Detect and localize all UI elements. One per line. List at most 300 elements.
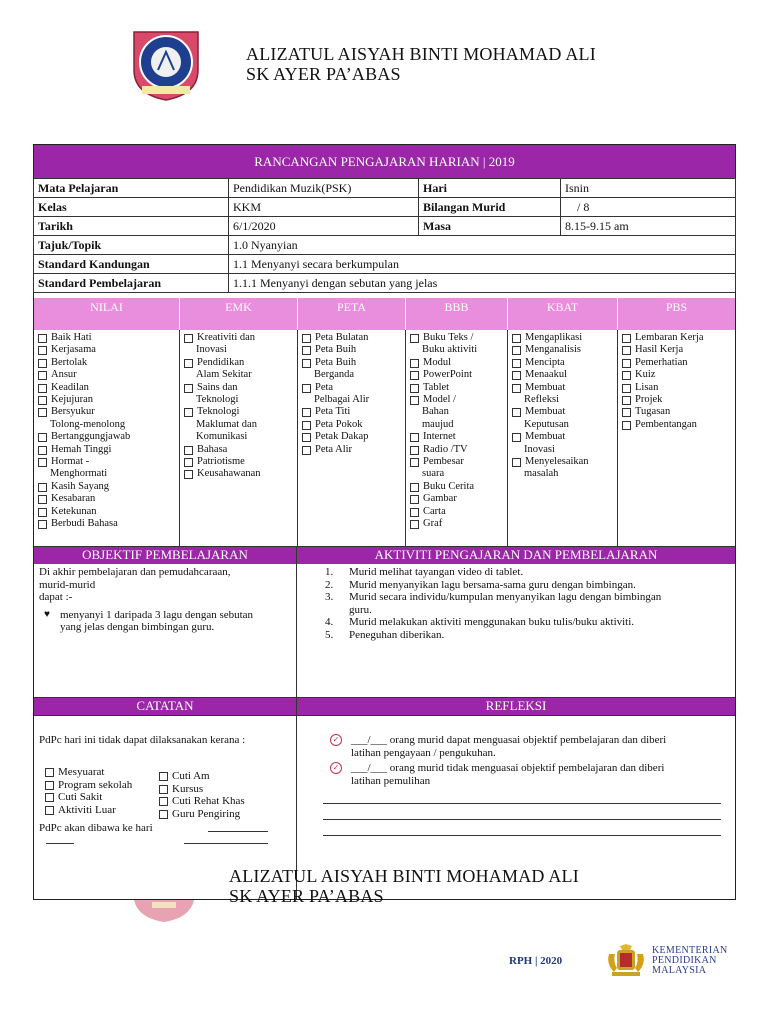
checkbox-icon[interactable] xyxy=(622,421,631,430)
aktiviti-step-number: 4. xyxy=(325,616,334,629)
checklist-item-label: Peta Buih xyxy=(315,356,357,368)
checklist-item[interactable] xyxy=(37,382,176,394)
objektif-intro-3: dapat :- xyxy=(39,591,73,604)
checklist-item[interactable] xyxy=(183,332,294,344)
aktiviti-step-number: 2. xyxy=(325,578,334,591)
checkbox-icon[interactable] xyxy=(410,359,419,368)
teacher-name: ALIZATUL AISYAH BINTI MOHAMAD ALI xyxy=(246,44,596,64)
checkbox-icon[interactable] xyxy=(410,334,419,343)
checkbox-icon[interactable] xyxy=(622,346,631,355)
divider xyxy=(34,697,735,698)
checklist-item[interactable] xyxy=(37,332,176,344)
checklist-item[interactable] xyxy=(183,357,294,369)
checklist-item-label: Kuiz xyxy=(635,369,656,381)
checklist-item[interactable] xyxy=(183,468,294,480)
bilangan-label: Bilangan Murid xyxy=(419,198,561,217)
checklist-item-label: Kesabaran xyxy=(51,493,96,505)
checklist-item[interactable] xyxy=(409,506,504,518)
checklist-item-label: Berbudi Bahasa xyxy=(51,518,118,530)
checklist-item[interactable] xyxy=(183,344,294,356)
checklist-item[interactable] xyxy=(37,518,176,530)
standard-kandungan-value: 1.1 Menyanyi secara berkumpulan xyxy=(229,255,736,274)
checkbox-icon[interactable] xyxy=(45,806,54,815)
refleksi-item-2-line-1: ___/___ orang murid tidak menguasai objektif pembelajaran dan diberi xyxy=(351,762,665,774)
objektif-content xyxy=(39,566,291,634)
checklist-item[interactable] xyxy=(37,406,176,418)
checklist-item-label: PowerPoint xyxy=(423,369,473,381)
checklist-item-label: Peta xyxy=(315,381,334,393)
checklist-item[interactable] xyxy=(409,394,504,406)
checkbox-icon[interactable] xyxy=(622,334,631,343)
checkbox-icon[interactable] xyxy=(410,371,419,380)
checklist-item-label: Bahasa xyxy=(197,443,228,455)
standard-kandungan-label: Standard Kandungan xyxy=(34,255,229,274)
checklist-item[interactable] xyxy=(183,406,294,418)
checklist-item[interactable] xyxy=(37,444,176,456)
checklist-item[interactable] xyxy=(37,344,176,356)
checklist-item-label: Lisan xyxy=(635,381,659,393)
aktiviti-step-number: 3. xyxy=(325,591,334,604)
bbb-header: BBB xyxy=(406,298,508,330)
checkbox-icon[interactable] xyxy=(38,495,47,504)
checkbox-icon[interactable] xyxy=(512,458,521,467)
nilai-header: NILAI xyxy=(34,298,180,330)
catatan-option[interactable] xyxy=(158,783,290,796)
checkbox-icon[interactable] xyxy=(184,334,193,343)
checklist-item-label: Keadilan xyxy=(51,381,89,393)
refleksi-blank-line xyxy=(323,819,721,820)
checkbox-icon[interactable] xyxy=(410,433,419,442)
catatan-reschedule: PdPc akan dibawa ke hari xyxy=(39,822,153,834)
checklist-item-label: Tolong-menolong xyxy=(50,418,126,430)
catatan-option[interactable] xyxy=(44,779,156,792)
checklist-item[interactable] xyxy=(409,382,504,394)
checkbox-icon[interactable] xyxy=(38,384,47,393)
checklist-item-label: Internet xyxy=(423,431,456,443)
checklist-item[interactable] xyxy=(183,431,294,443)
checklist-item-label: Tablet xyxy=(423,381,450,393)
checklist-item[interactable] xyxy=(409,419,504,431)
checkbox-icon[interactable] xyxy=(302,408,311,417)
tarikh-value: 6/1/2020 xyxy=(229,217,419,236)
checkbox-icon[interactable] xyxy=(45,781,54,790)
kementerian-text xyxy=(652,946,728,976)
checkbox-icon[interactable] xyxy=(159,785,168,794)
school-logo xyxy=(126,22,206,102)
checkbox-icon[interactable] xyxy=(45,768,54,777)
aktiviti-step-text: Murid melihat tayangan video di tablet. xyxy=(349,566,524,578)
reschedule-blank-line xyxy=(184,843,268,844)
teacher-header xyxy=(246,44,596,84)
checklist-item[interactable] xyxy=(409,518,504,530)
reschedule-blank-line xyxy=(208,831,268,832)
checkbox-icon[interactable] xyxy=(512,359,521,368)
objektif-intro-1: Di akhir pembelajaran dan pemudahcaraan, xyxy=(39,566,231,578)
checkbox-icon[interactable] xyxy=(302,346,311,355)
catatan-option[interactable] xyxy=(158,770,290,783)
rph-footer-label: RPH | 2020 xyxy=(509,955,563,967)
checkbox-icon[interactable] xyxy=(410,396,419,405)
catatan-option[interactable] xyxy=(44,804,156,817)
checkbox-icon[interactable] xyxy=(302,334,311,343)
checklist-item[interactable] xyxy=(183,456,294,468)
checklist-item-label: Pembentangan xyxy=(635,418,697,430)
checklist-item-label: Bertanggungjawab xyxy=(51,431,131,443)
checklist-item[interactable] xyxy=(301,369,402,381)
hari-value: Isnin xyxy=(561,179,736,198)
checklist-item[interactable] xyxy=(37,468,176,480)
checkbox-icon[interactable] xyxy=(159,810,168,819)
checkbox-icon[interactable] xyxy=(302,359,311,368)
refleksi-blank-line xyxy=(323,803,721,804)
kelas-value: KKM xyxy=(229,198,419,217)
checklist-item-label: Peta Titi xyxy=(315,406,351,418)
aktiviti-step-text: Murid menyanyikan lagu bersama-sama guru dengan bimbingan. xyxy=(349,578,636,591)
tajuk-label: Tajuk/Topik xyxy=(34,236,229,255)
reschedule-blank-line xyxy=(46,843,74,844)
checklist-item[interactable] xyxy=(183,394,294,406)
checklist-item[interactable] xyxy=(409,493,504,505)
checklist-item[interactable] xyxy=(37,431,176,443)
checklist-item[interactable] xyxy=(511,332,614,344)
checklist-item[interactable] xyxy=(511,406,614,418)
checklist-item-label: Berganda xyxy=(314,369,355,381)
pbs-column xyxy=(618,330,735,546)
checklist-item-label: Peta Buih xyxy=(315,344,357,356)
checkbox-icon[interactable] xyxy=(38,433,47,442)
mata-pelajaran-label: Mata Pelajaran xyxy=(34,179,229,198)
objektif-title: OBJEKTIF PEMBELAJARAN xyxy=(34,546,296,564)
aktiviti-step xyxy=(325,616,725,629)
refleksi-item-2-line-2: latihan pemulihan xyxy=(351,774,431,787)
checklist-item[interactable] xyxy=(301,394,402,406)
checklist-item[interactable] xyxy=(37,481,176,493)
checklist-item[interactable] xyxy=(409,468,504,480)
checklist-item-label: Keputusan xyxy=(524,418,569,430)
checklist-item-label: Radio /TV xyxy=(423,443,468,455)
checklist-item-label: Gambar xyxy=(423,493,457,505)
checklist-item-label: Menyelesaikan xyxy=(525,456,589,468)
checklist-item-label: Inovasi xyxy=(196,344,227,356)
checkbox-icon[interactable] xyxy=(622,371,631,380)
checklist-item[interactable] xyxy=(37,419,176,431)
tarikh-label: Tarikh xyxy=(34,217,229,236)
checklist-item-label: Peta Bulatan xyxy=(315,332,369,343)
checklist-item-label: Patriotisme xyxy=(197,456,245,468)
pbs-header: PBS xyxy=(665,300,688,314)
checkbox-icon[interactable] xyxy=(622,359,631,368)
checkbox-icon[interactable] xyxy=(512,346,521,355)
checklist-item[interactable] xyxy=(409,357,504,369)
catatan-option-label: Cuti Sakit xyxy=(58,791,103,804)
standard-pembelajaran-value: 1.1.1 Menyanyi dengan sebutan yang jelas xyxy=(229,274,736,293)
checkbox-icon[interactable] xyxy=(410,508,419,517)
checklist-item-label: Carta xyxy=(423,505,446,517)
checklist-item[interactable] xyxy=(183,419,294,431)
catatan-right-options xyxy=(158,770,290,820)
aktiviti-step-number: 5. xyxy=(325,628,334,641)
tajuk-value: 1.0 Nyanyian xyxy=(229,236,736,255)
checkbox-icon[interactable] xyxy=(38,483,47,492)
objektif-intro-2: murid-murid xyxy=(39,578,96,591)
checklist-item[interactable] xyxy=(621,357,732,369)
checklist-item-label: Lembaran Kerja xyxy=(635,332,704,343)
checkbox-icon[interactable] xyxy=(38,458,47,467)
banner-title: RANCANGAN PENGAJARAN HARIAN | xyxy=(254,153,486,169)
checklist-item-label: Hemah Tinggi xyxy=(51,443,112,455)
checklist-item[interactable] xyxy=(183,382,294,394)
catatan-title: CATATAN xyxy=(34,697,296,715)
checklist-item-label: Projek xyxy=(635,394,663,406)
checklist-item[interactable] xyxy=(301,406,402,418)
catatan-option-label: Cuti Rehat Khas xyxy=(172,795,245,808)
checklist-item[interactable] xyxy=(621,332,732,344)
catatan-option-label: Guru Pengiring xyxy=(172,807,241,820)
checkbox-icon[interactable] xyxy=(38,508,47,517)
checklist-item[interactable] xyxy=(301,431,402,443)
checklist-item[interactable] xyxy=(409,369,504,381)
kementerian-line-2: PENDIDIKAN xyxy=(652,955,717,966)
catatan-option[interactable] xyxy=(158,795,290,808)
checkbox-icon[interactable] xyxy=(184,470,193,479)
checklist-item-label: Model / xyxy=(423,394,456,406)
checklist-item[interactable] xyxy=(37,369,176,381)
checkbox-icon[interactable] xyxy=(302,384,311,393)
checklist-item[interactable] xyxy=(37,493,176,505)
catatan-option-label: Program sekolah xyxy=(58,778,133,791)
checklist-item[interactable] xyxy=(301,357,402,369)
checklist-item[interactable] xyxy=(409,481,504,493)
aktiviti-step-number: 1. xyxy=(325,566,334,578)
checklist-item[interactable] xyxy=(621,406,732,418)
checkbox-icon[interactable] xyxy=(512,408,521,417)
divider xyxy=(296,546,297,899)
aktiviti-step xyxy=(325,579,725,592)
checklist-item[interactable] xyxy=(511,431,614,443)
checklist-item[interactable] xyxy=(511,468,614,480)
checklist-item-label: Bahan xyxy=(422,406,449,418)
checkbox-icon[interactable] xyxy=(38,371,47,380)
checklist-item-label: Komunikasi xyxy=(196,431,248,443)
checklist-item-label: Buku Cerita xyxy=(423,480,475,492)
checklist-item[interactable] xyxy=(621,382,732,394)
checklist-item-label: Modul xyxy=(423,356,452,368)
checklist-item-label: Petak Dakap xyxy=(315,431,369,443)
objektif-point-line-1: menyanyi 1 daripada 3 lagu dengan sebutan xyxy=(60,608,254,621)
school-name: SK AYER PA’ABAS xyxy=(246,64,401,84)
heart-bullet-icon: ♥ xyxy=(44,608,50,620)
checklist-item[interactable] xyxy=(183,369,294,381)
checklist-item[interactable] xyxy=(511,382,614,394)
footer-school-name: SK AYER PA’ABAS xyxy=(229,886,384,906)
checklist-item[interactable] xyxy=(301,419,402,431)
checklist-item[interactable] xyxy=(37,456,176,468)
aktiviti-step xyxy=(325,629,725,642)
category-header-bar xyxy=(34,298,735,330)
catatan-option[interactable] xyxy=(44,791,156,804)
checklist-item[interactable] xyxy=(301,444,402,456)
objektif-point xyxy=(39,609,291,634)
aktiviti-step-text: Peneguhan diberikan. xyxy=(349,628,445,641)
checklist-item-label: Membuat xyxy=(525,381,566,393)
checkbox-icon[interactable] xyxy=(38,359,47,368)
checklist-item-label: Membuat xyxy=(525,431,566,443)
aktiviti-step xyxy=(325,591,725,616)
kbat-header: KBAT xyxy=(508,298,618,330)
catatan-left-options xyxy=(44,766,156,816)
school-logo-faded xyxy=(124,900,204,924)
checklist-item-label: Mengaplikasi xyxy=(525,332,583,343)
checkbox-icon[interactable] xyxy=(410,446,419,455)
checklist-item-label: maujud xyxy=(422,418,454,430)
checklist-item[interactable] xyxy=(511,456,614,468)
checklist-item[interactable] xyxy=(409,431,504,443)
refleksi-item-1 xyxy=(351,734,731,759)
checkbox-icon[interactable] xyxy=(410,458,419,467)
checkbox-icon[interactable] xyxy=(38,408,47,417)
aktiviti-step xyxy=(325,566,725,579)
checklist-item[interactable] xyxy=(511,357,614,369)
refleksi-item-2 xyxy=(351,762,731,787)
checklist-item-label: Pemerhatian xyxy=(635,356,688,368)
checklist-item-label: Refleksi xyxy=(524,394,559,406)
rph-banner xyxy=(34,145,735,178)
checkbox-icon[interactable] xyxy=(38,346,47,355)
checklist-item[interactable] xyxy=(409,406,504,418)
checkbox-icon[interactable] xyxy=(410,520,419,529)
checkbox-icon[interactable] xyxy=(622,396,631,405)
checklist-item-label: Ansur xyxy=(51,369,77,381)
checkbox-icon[interactable] xyxy=(184,384,193,393)
info-table xyxy=(33,178,736,293)
checkbox-icon[interactable] xyxy=(38,396,47,405)
bilangan-value: / 8 xyxy=(561,198,736,217)
checklist-item-label: Baik Hati xyxy=(51,332,92,343)
checklist-item-label: Buku aktiviti xyxy=(422,344,478,356)
checklist-item-label: Inovasi xyxy=(524,443,555,455)
checkbox-icon[interactable] xyxy=(302,446,311,455)
kementerian-line-3: MALAYSIA xyxy=(652,965,707,976)
checkbox-icon[interactable] xyxy=(302,433,311,442)
checklist-item[interactable] xyxy=(409,456,504,468)
checklist-item-label: Kerjasama xyxy=(51,344,96,356)
checklist-item[interactable] xyxy=(37,506,176,518)
checkbox-icon[interactable] xyxy=(410,384,419,393)
checkbox-icon[interactable] xyxy=(302,421,311,430)
checklist-item-label: Mencipta xyxy=(525,356,565,368)
footer-teacher-block xyxy=(229,866,579,906)
checkbox-icon[interactable] xyxy=(184,458,193,467)
checklist-item-label: Buku Teks / xyxy=(423,332,474,343)
aktiviti-step-text: Murid secara individu/kumpulan menyanyikan lagu dengan bimbingan xyxy=(349,591,662,604)
checklist-item-label: Bertolak xyxy=(51,356,88,368)
checklist-item[interactable] xyxy=(511,369,614,381)
catatan-option-label: Kursus xyxy=(172,782,204,795)
checklist-item-label: Kejujuran xyxy=(51,394,93,406)
checkbox-icon[interactable] xyxy=(184,408,193,417)
checklist-item-label: Peta Pokok xyxy=(315,418,363,430)
masa-label: Masa xyxy=(419,217,561,236)
checkbox-icon[interactable] xyxy=(512,384,521,393)
objektif-point-line-2: yang jelas dengan bimbingan guru. xyxy=(60,621,215,634)
checkbox-icon[interactable] xyxy=(512,433,521,442)
checklist-item[interactable] xyxy=(621,419,732,431)
checkbox-icon[interactable] xyxy=(184,359,193,368)
checklist-item-label: Hasil Kerja xyxy=(635,344,684,356)
kbat-column xyxy=(508,330,618,546)
checklist-item[interactable] xyxy=(511,394,614,406)
checklist-item[interactable] xyxy=(301,344,402,356)
checklist-item[interactable] xyxy=(621,369,732,381)
catatan-option-label: Aktiviti Luar xyxy=(58,803,116,816)
checkbox-icon[interactable] xyxy=(159,797,168,806)
catatan-option-label: Mesyuarat xyxy=(58,766,105,778)
footer-teacher-name: ALIZATUL AISYAH BINTI MOHAMAD ALI xyxy=(229,866,579,886)
checklist-item-label: Alam Sekitar xyxy=(196,369,252,381)
checklist-item[interactable] xyxy=(183,444,294,456)
checklist-item[interactable] xyxy=(511,419,614,431)
nilai-column xyxy=(34,330,180,546)
divider xyxy=(34,546,735,547)
checkbox-icon[interactable] xyxy=(38,334,47,343)
mata-pelajaran-value: Pendidikan Muzik(PSK) xyxy=(229,179,419,198)
emk-column xyxy=(180,330,298,546)
checkbox-icon[interactable] xyxy=(512,371,521,380)
aktiviti-list xyxy=(325,566,725,642)
divider xyxy=(34,715,735,716)
checklist-item[interactable] xyxy=(409,444,504,456)
catatan-option[interactable] xyxy=(158,808,290,821)
catatan-reason-line: PdPc hari ini tidak dapat dilaksanakan kerana : xyxy=(39,734,246,746)
checkbox-icon[interactable] xyxy=(159,772,168,781)
checklist-item[interactable] xyxy=(621,394,732,406)
checkbox-icon[interactable] xyxy=(512,334,521,343)
checklist-item[interactable] xyxy=(409,332,504,344)
checklist-item-label: Pembesar xyxy=(423,456,464,468)
checklist-item-label: Peta Alir xyxy=(315,443,353,455)
checklist-item-label: Hormat - xyxy=(51,456,90,468)
checklist-item-label: Maklumat dan xyxy=(196,418,257,430)
checkbox-icon[interactable] xyxy=(45,793,54,802)
refleksi-item-1-line-1: ___/___ orang murid dapat menguasai objektif pembelajaran dan diberi xyxy=(351,734,667,746)
checkbox-icon[interactable] xyxy=(38,520,47,529)
checklist-item[interactable] xyxy=(37,357,176,369)
checklist-item[interactable] xyxy=(409,344,504,356)
checkbox-icon[interactable] xyxy=(622,384,631,393)
checkbox-icon[interactable] xyxy=(622,408,631,417)
checkbox-icon[interactable] xyxy=(410,483,419,492)
refleksi-title: REFLEKSI xyxy=(297,697,735,715)
checklist-item-label: Teknologi xyxy=(196,394,239,406)
checkbox-icon[interactable] xyxy=(38,446,47,455)
checklist-item-label: Keusahawanan xyxy=(197,468,261,480)
checkbox-icon[interactable] xyxy=(410,495,419,504)
checklist-item[interactable] xyxy=(301,332,402,344)
checklist-item-label: Kasih Sayang xyxy=(51,480,110,492)
peta-header: PETA xyxy=(298,298,406,330)
aktiviti-step-text: Murid melakukan aktiviti menggunakan buku tulis/buku aktiviti. xyxy=(349,616,635,629)
checklist-item[interactable] xyxy=(37,394,176,406)
checklist-item-label: Menganalisis xyxy=(525,344,581,356)
checklist-item[interactable] xyxy=(511,444,614,456)
banner-year: 2019 xyxy=(485,153,515,169)
refleksi-blank-line xyxy=(323,835,721,836)
checkbox-icon[interactable] xyxy=(184,446,193,455)
checklist-item[interactable] xyxy=(301,382,402,394)
checklist-item[interactable] xyxy=(621,344,732,356)
checklist-item[interactable] xyxy=(511,344,614,356)
catatan-option[interactable] xyxy=(44,766,156,779)
